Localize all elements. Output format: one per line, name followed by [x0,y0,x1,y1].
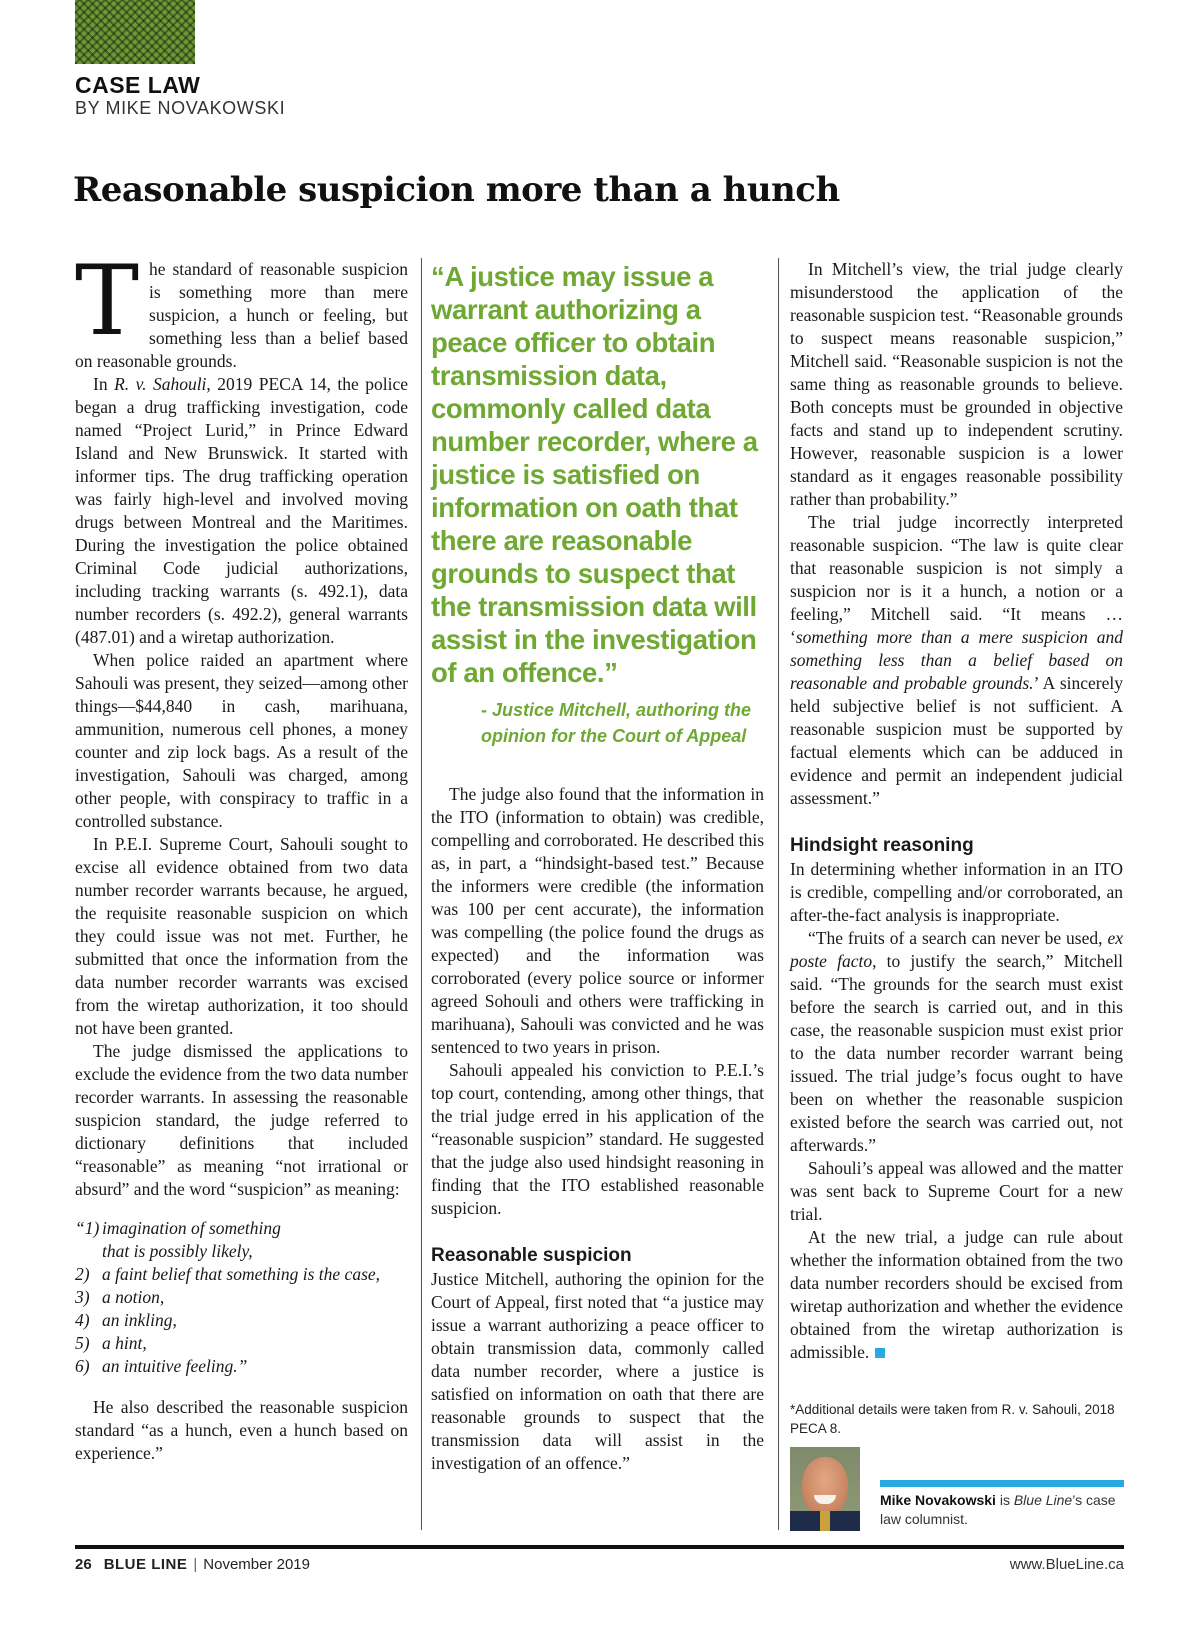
byline: BY MIKE NOVAKOWSKI [75,98,286,118]
definition-list [75,1217,408,1378]
body-paragraph: Justice Mitchell, authoring the opinion for the Court of Appeal, first noted that “a justice may issue a warrant authorizing a peace officer to obtain transmission data, commonly called data number recorder, where a justice is satisfied on information on oath that there are reasonable grounds to suspect that the transmission data will assist in the investigation of an offence.” [431,1269,764,1473]
column-3 [790,258,1123,1364]
case-name: R. v. Sahouli [114,374,207,394]
body-paragraph: In determining whether information in an ITO is credible, compelling and/or corroborated, an after-the-fact analysis is inappropriate. [790,859,1123,925]
body-paragraph: Sahouli appealed his conviction to P.E.I.’s top court, contending, among other things, that the trial judge erred in his application of the “reasonable suspicion” standard. He suggested that the judge also used hindsight reasoning in finding that the ITO established reasonable suspicion. [431,1060,764,1218]
definition-item: “1) imagination of something [75,1218,281,1238]
body-paragraph: The judge dismissed the applications to exclude the evidence from the two data number recorder warrants. In assessing the reasonable suspicion standard, the judge referred to dictionary definitions that included “reasonable” as meaning “not irrational or absurd” and the word “suspicion” as meaning: [75,1041,408,1199]
subheading: Hindsight reasoning [790,835,974,856]
author-bio-accent-bar [880,1480,1124,1487]
column-2 [431,258,764,1475]
intro-paragraph: The standard of reasonable suspicion is something more than mere suspicion, a hunch or feeling, but something less than a belief based on reasonable grounds. [75,245,408,371]
section-pattern-block [75,0,195,64]
pull-quote: “A justice may issue a warrant authorizing a peace officer to obtain transmission data, commonly called data number recorder, where a justice is satisfied on information on oath that there are reasonable grounds to suspect that the transmission data will assist in the investigation of an offence.” [431,261,758,688]
section-label: CASE LAW [75,72,201,98]
article-headline: Reasonable suspicion more than a hunch [73,170,840,210]
definition-item: 3) a notion, [75,1287,165,1307]
body-paragraph: In P.E.I. Supreme Court, Sahouli sought to excise all evidence obtained from two data number recorder warrants because, he argued, the requisite reasonable suspicion on which they could issue was not met. Further, he submitted that once the information from the data number recorder warrants was excised from the wiretap authorization, it too should not have been granted. [75,834,408,1038]
definition-item: 4) an inkling, [75,1310,177,1330]
body-paragraph: In Mitchell’s view, the trial judge clearly misunderstood the application of the reasonable suspicion test. “Reasonable grounds to suspect means reasonable suspicion,” Mitchell said. “Reasonable suspicion is not the same thing as reasonable grounds to believe. Both concepts must be grounded in objective facts and stand up to independent scrutiny. However, reasonable suspicion is a lower standard as it engages reasonable possibility rather than probability.” [790,259,1123,509]
body-paragraph: When police raided an apartment where Sahouli was present, they seized—among other things—$44,840 in cash, marihuana, ammunition, numerous cell phones, a money counter and zip lock bags. As a result of the investigation, Sahouli was charged, among other people, with conspiracy to traffic in a controlled substance. [75,650,408,831]
footnote: *Additional details were taken from R. v. Sahouli, 2018 PECA 8. [790,1402,1115,1436]
author-bio: Mike Novakowski is Blue Line’s case law columnist. [880,1492,1116,1527]
publication-name: Blue Line [1013,1492,1073,1508]
body-paragraph: At the new trial, a judge can rule about whether the information obtained from the two data number recorders should be excised from wiretap authorization and whether the evidence obtained from the wiretap authorization is admissible. [790,1227,1123,1362]
definition-item: 6) an intuitive feeling.” [75,1356,248,1376]
body-paragraph: He also described the reasonable suspicion standard “as a hunch, even a hunch based on experience.” [75,1397,408,1463]
body-paragraph: “The fruits of a search can never be used, ex poste facto, to justify the search,” Mitchell said. “The grounds for the search must exist before the search is carried out, and in this case, the reasonable suspicion must exist prior to the data number recorder warrant being issued. The trial judge’s focus ought to have been on whether the reasonable suspicion existed before the search was carried out, not afterwards.” [790,928,1123,1155]
author-name: Mike Novakowski [880,1492,996,1508]
author-photo [790,1447,860,1531]
column-divider [421,258,422,1530]
drop-cap: T [75,245,140,357]
body-paragraph: Sahouli’s appeal was allowed and the matter was sent back to Supreme Court for a new trial. [790,1158,1123,1224]
footer-folio: 26 BLUE LINE | November 2019 [75,1556,310,1573]
body-paragraph: The trial judge incorrectly interpreted reasonable suspicion. “The law is quite clear that reasonable suspicion is not simply a suspicion nor is it a hunch, a notion or a feeling,” Mitchell said. “It means … ‘something more than a mere suspicion and something less than a belief based on reasonable and probable grounds.’ A sincerely held subjective belief is not sufficient. A reasonable suspicion must be supported by factual elements which can be adduced in evidence and permit an independent judicial assessment.” [790,512,1123,808]
footer-rule [75,1545,1124,1549]
definition-item: 2) a faint belief that something is the case, [75,1264,381,1284]
page-number: 26 [75,1556,92,1573]
website-link[interactable]: www.BlueLine.ca [1009,1556,1124,1573]
issue-date: November 2019 [203,1556,310,1573]
subheading: Reasonable suspicion [431,1245,632,1266]
column-1 [75,245,408,1465]
column-divider [778,258,779,1530]
pull-quote-attribution: - Justice Mitchell, authoring the opinion for the Court of Appeal [481,700,752,746]
body-paragraph: The judge also found that the information in the ITO (information to obtain) was credible, compelling and corroborated. He described this as, in part, a “hindsight-based test.” Because the informers were credible (the information was 100 per cent accurate), the information was compelling (the police found the drugs as expected) and the information was corroborated (every police source or informer agreed Sohouli and others were trafficking in marihuana), Sahouli was convicted and he was sentenced to two years in prison. [431,784,764,1057]
definition-item-continuation: that is possibly likely, [102,1241,253,1261]
end-mark-icon [875,1348,885,1358]
magazine-name: BLUE LINE [103,1556,188,1573]
body-paragraph: In R. v. Sahouli, 2019 PECA 14, the police began a drug trafficking investigation, code named “Project Lurid,” in Prince Edward Island and New Brunswick. It started with informer tips. The drug trafficking operation was fairly high-level and involved moving drugs between Montreal and the Maritimes. During the investigation the police obtained Criminal Code judicial authorizations, including tracking warrants (s. 492.1), data number recorders (s. 492.2), general warrants (487.01) and a wiretap authorization. [75,374,408,647]
definition-item: 5) a hint, [75,1333,147,1353]
